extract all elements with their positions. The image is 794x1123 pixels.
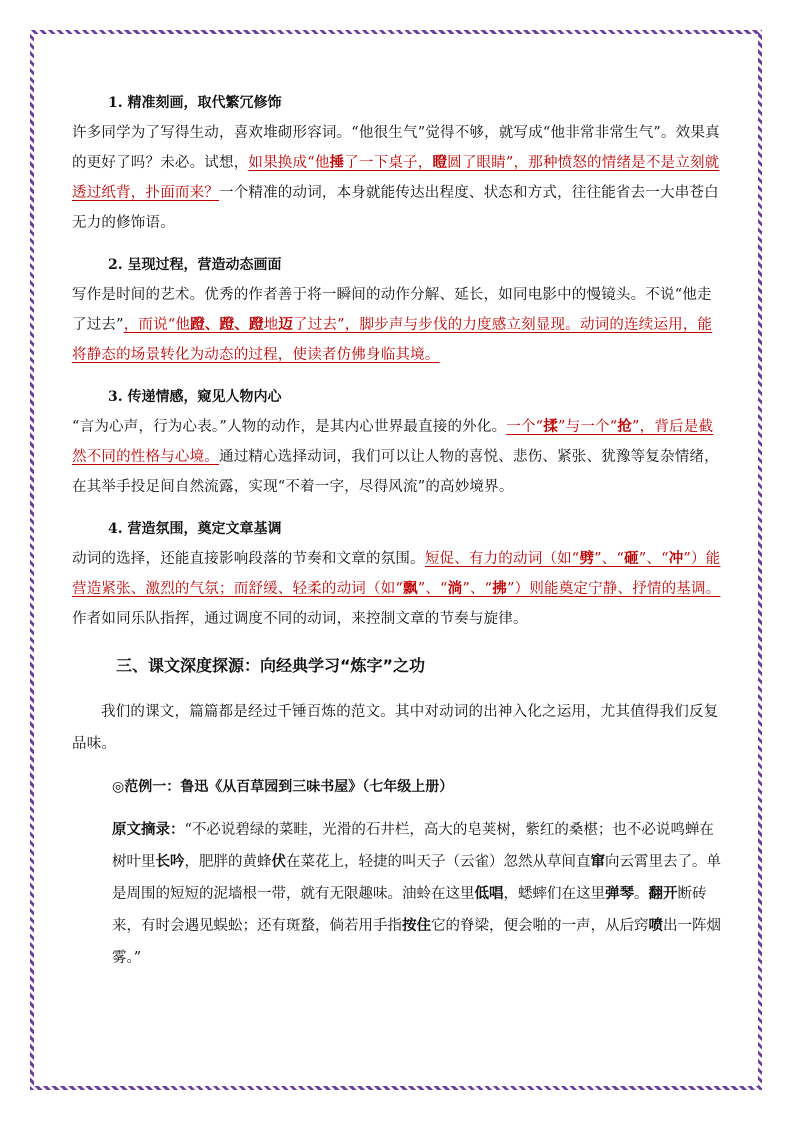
section-heading: 1. 精准刻画，取代繁冗修饰 xyxy=(108,95,282,111)
section-heading: 3. 传递情感，窥见人物内心 xyxy=(108,389,282,405)
text: 向云霄里去了。单是周围的短短的泥墙根一带，就有无限趣味。油蛉在这里 xyxy=(112,854,721,902)
text: 短促、有力的动词（如“ xyxy=(424,551,580,567)
keyword: 翻开 xyxy=(648,885,678,902)
text: 圆了眼睛”，那种愤怒的情绪是不是立刻就透过纸背，扑面而来？ xyxy=(72,155,720,201)
section-emotion xyxy=(72,382,724,502)
intro-paragraph: 我们的课文，篇篇都是经过千锤百炼的范文。其中对动词的出神入化之运用，尤其值得我们反复品味。 xyxy=(72,704,719,752)
text: 在菜花上，轻捷的叫天子（云雀）忽然从草间直 xyxy=(286,854,591,870)
text: 出一阵烟雾。” xyxy=(112,918,721,966)
keyword: 瞪 xyxy=(432,154,448,171)
text: 它的脊梁，便会啪的一声，从后窍 xyxy=(431,918,649,934)
text: ，而说“他 xyxy=(123,317,191,333)
text: ”与一个“ xyxy=(558,419,618,435)
text: “言为心声，行为心表。”人物的动作，是其内心世界最直接的外化。 xyxy=(72,419,507,435)
text: 写作是时间的艺术。优秀的作者善于将一瞬间的动作分解、延长，如同电影中的慢镜头。不说“他走了过去” xyxy=(72,287,712,333)
keyword: 蹬、蹬、蹬 xyxy=(190,316,264,333)
keyword: 抢 xyxy=(617,418,633,435)
example-heading: ◎范例一：鲁迅《从百草园到三味书屋》（七年级上册） xyxy=(112,779,454,795)
keyword: 飘 xyxy=(403,580,418,597)
quote-label: 原文摘录： xyxy=(112,821,185,838)
text: ，蟋蟀们在这里 xyxy=(503,886,605,902)
keyword: 喷 xyxy=(648,917,663,934)
text: 如果换成“他 xyxy=(248,155,330,171)
text: 作者如同乐队指挥，通过调度不同的动词，来控制文章的节奏与旋律。 xyxy=(72,611,528,627)
text: 。 xyxy=(634,886,649,902)
section-atmosphere xyxy=(72,514,724,634)
text: 地 xyxy=(263,317,279,333)
text: 动词的选择，还能直接影响段落的节奏和文章的氛围。 xyxy=(72,551,425,567)
highlighted-text xyxy=(72,317,712,363)
section-heading: 4. 营造氛围，奠定文章基调 xyxy=(108,521,282,537)
keyword: 砸 xyxy=(624,550,639,567)
quote-paragraph xyxy=(112,814,724,974)
section-heading: 2. 呈现过程，营造动态画面 xyxy=(108,257,282,273)
keyword: 捶 xyxy=(329,154,345,171)
keyword: 弹琴 xyxy=(605,885,634,902)
text: ，肥胖的黄蜂 xyxy=(184,854,272,870)
paragraph xyxy=(72,118,724,238)
section-process xyxy=(72,250,724,370)
keyword: 拂 xyxy=(492,580,507,597)
text: 断砖来，有时会遇见蜈蚣；还有斑蝥，倘若用手指 xyxy=(112,886,707,934)
chapter-heading: 三、课文深度探源：向经典学习“炼字”之功 xyxy=(116,656,426,675)
text: ”，背后是截然不同的性格与心境。 xyxy=(72,419,714,465)
paragraph xyxy=(72,280,724,370)
keyword: 低唱 xyxy=(474,885,504,902)
text: 一个精准的动词，本身就能传达出程度、状态和方式，往往能省去一大串苍白无力的修饰语。 xyxy=(72,185,719,231)
text: 了过去”，脚步声与步伐的力度感立刻显现。动词的连续运用，能将静态的场景转化为动态的过程，使读者仿佛身临其境。 xyxy=(72,317,713,363)
paragraph xyxy=(72,544,724,634)
paragraph xyxy=(72,412,724,502)
text: ”、“ xyxy=(594,551,625,567)
text: 许多同学为了写得生动，喜欢堆砌形容词。“他很生气”觉得不够，就写成“他非常非常生气”。效果真的更好了吗？未必。试想， xyxy=(72,125,720,171)
keyword: 淌 xyxy=(447,580,463,597)
keyword: 伏 xyxy=(271,853,286,870)
text: ”、“ xyxy=(638,551,669,567)
text: ”）则能奠定宁静、抒情的基调。 xyxy=(507,581,721,597)
text: 通过精心选择动词，我们可以让人物的喜悦、悲伤、紧张、犹豫等复杂情绪，在其举手投足间自然流露，实现“不着一字，尽得风流”的高妙境界。 xyxy=(72,449,719,495)
keyword: 揉 xyxy=(543,418,558,435)
text: ”）能营造紧张、激烈的气氛；而舒缓、轻柔的动词（如“ xyxy=(72,551,721,597)
keyword: 冲 xyxy=(668,550,684,567)
text: “不必说碧绿的菜畦，光滑的石井栏，高大的皂荚树，紫红的桑椹；也不必说鸣蝉在树叶里 xyxy=(112,822,714,870)
text: ”、“ xyxy=(417,581,448,597)
text: 一个“ xyxy=(506,419,544,435)
keyword: 长吟 xyxy=(155,853,185,870)
section-precise xyxy=(72,88,724,238)
document-body xyxy=(72,88,724,974)
keyword: 按住 xyxy=(402,917,431,934)
keyword: 迈 xyxy=(278,316,294,333)
text: 了一下桌子， xyxy=(344,155,433,171)
text: ”、“ xyxy=(462,581,493,597)
keyword: 劈 xyxy=(579,550,595,567)
keyword: 窜 xyxy=(590,853,605,870)
